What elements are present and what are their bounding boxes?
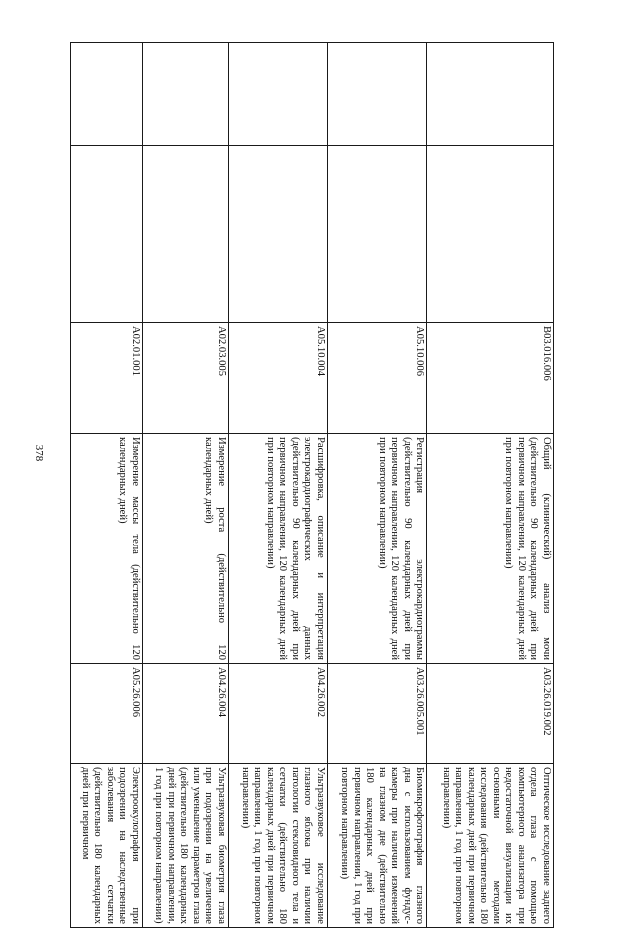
exam-description-cell: Электроокулография при подозрении на наследственные заболевания сетчатки (действительно 180 календарных дней при первичном: [71, 764, 143, 928]
empty-cell: [427, 43, 554, 146]
exam-description-cell: Биомикрофотография глазного дна с использованием фундус-камеры при наличии изменений на глазном дне (действительно 180 календарных дней при первичном направлении, 1 год при повторном направлении): [327, 764, 426, 928]
page-number: 378: [33, 444, 45, 462]
empty-cell: [142, 146, 228, 323]
empty-cell: [228, 146, 327, 323]
rotated-table-container: [70, 42, 554, 924]
service-name-cell: Измерение роста (действительно 120 календарных дней): [142, 434, 228, 664]
exam-code-cell: A04.26.002: [228, 664, 327, 764]
exam-code-cell: A03.26.019.002: [427, 664, 554, 764]
table-row: [71, 43, 143, 928]
service-name-cell: Регистрация электрокардиограммы (действительно 90 календарных дней при первичном направлении, 120 календарных дней при повторном направлении): [327, 434, 426, 664]
table-row: [327, 43, 426, 928]
service-code-cell: A05.10.004: [228, 323, 327, 434]
service-code-cell: A02.03.005: [142, 323, 228, 434]
table-row: [427, 43, 554, 928]
service-code-cell: A02.01.001: [71, 323, 143, 434]
empty-cell: [327, 43, 426, 146]
exam-code-cell: A03.26.005.001: [327, 664, 426, 764]
services-table: [70, 42, 554, 928]
exam-code-cell: A05.26.006: [71, 664, 143, 764]
empty-cell: [427, 146, 554, 323]
empty-cell: [71, 146, 143, 323]
exam-description-cell: Ультразвуковое исследование глазного яблока при наличии патологии стекловидного тела и сетчатки (действительно 180 календарных дней при первичном направлении, 1 год при повторном направлении): [228, 764, 327, 928]
service-name-cell: Общий (клинический) анализ мочи (действительно 90 календарных дней при первичном направлении, 120 календарных дней при повторном направлении): [427, 434, 554, 664]
service-name-cell: Расшифровка, описание и интерпретация электрокардиографических данных (действительно 90 календарных дней при первичном направлении, 120 календарных дней при повторном направлении): [228, 434, 327, 664]
service-code-cell: A05.10.006: [327, 323, 426, 434]
empty-cell: [71, 43, 143, 146]
table-row: [142, 43, 228, 928]
exam-description-cell: Ультразвуковая биометрия глаза при подозрении на увеличение или уменьшение параметров глаза (действительно 180 календарных дней при первичном направлении, 1 год при повторном направлении): [142, 764, 228, 928]
empty-cell: [327, 146, 426, 323]
service-name-cell: Измерение массы тела (действительно 120 календарных дней): [71, 434, 143, 664]
exam-code-cell: A04.26.004: [142, 664, 228, 764]
empty-cell: [228, 43, 327, 146]
empty-cell: [142, 43, 228, 146]
exam-description-cell: Оптическое исследование заднего отдела глаза с помощью компьютерного анализатора при недостаточной визуализации их основными методами исследования (действительно 180 календарных дней при первичном направлении, 1 год при повторном направлении): [427, 764, 554, 928]
table-row: [228, 43, 327, 928]
service-code-cell: B03.016.006: [427, 323, 554, 434]
